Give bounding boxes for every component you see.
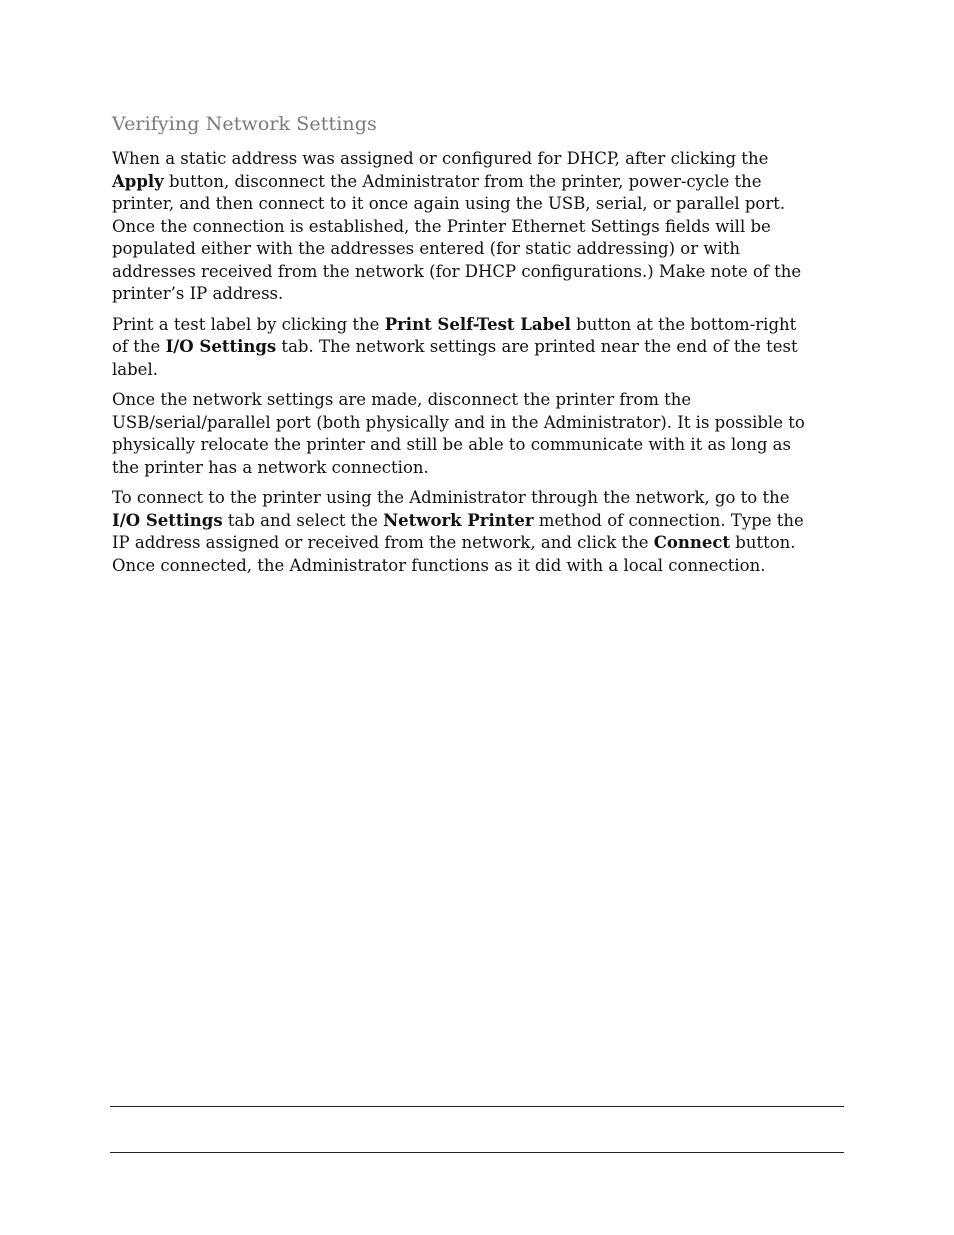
- text-line: printer’s IP address.: [112, 284, 284, 303]
- text-run: IP address assigned or received from the network, and click the: [112, 533, 654, 552]
- text-run: button at the bottom-right: [570, 314, 797, 334]
- footer-rule-bottom: [110, 1152, 844, 1153]
- text-line: physically relocate the printer and still be able to communicate with it as long as: [112, 435, 791, 454]
- text-line: label.: [112, 359, 158, 379]
- text-line: [112, 171, 842, 194]
- connect-button-reference: Connect: [653, 533, 731, 552]
- text-run: tab. The network settings are printed near the end of the test: [276, 337, 798, 356]
- text-line: USB/serial/parallel port (both physically and in the Administrator). It is possible to: [112, 412, 805, 432]
- io-settings-reference: I/O Settings: [112, 510, 223, 530]
- text-run: Print a test label by clicking the: [112, 314, 385, 334]
- text-line: [112, 314, 842, 337]
- network-printer-reference: Network Printer: [383, 510, 534, 530]
- text-run: method of connection. Type the: [533, 510, 804, 530]
- text-line: Once the connection is established, the Printer Ethernet Settings fields will be: [112, 216, 771, 236]
- text-run: of the: [112, 337, 166, 356]
- text-line: When a static address was assigned or configured for DHCP, after clicking the: [112, 149, 769, 168]
- text-run: button.: [730, 533, 796, 552]
- paragraph-network-connect: [112, 487, 842, 577]
- text-line: [112, 510, 842, 533]
- body-text: [112, 148, 842, 585]
- io-settings-reference: I/O Settings: [165, 337, 277, 356]
- text-run: tab and select the: [222, 510, 384, 530]
- text-line: populated either with the addresses entered (for static addressing) or with: [112, 239, 740, 258]
- text-line: addresses received from the network (for DHCP configurations.) Make note of the: [112, 261, 802, 281]
- section-heading: Verifying Network Settings: [112, 113, 377, 135]
- text-line: [112, 336, 842, 359]
- apply-button-reference: Apply: [112, 171, 164, 191]
- text-line: printer, and then connect to it once again using the USB, serial, or parallel port.: [112, 194, 786, 213]
- text-line: To connect to the printer using the Administrator through the network, go to the: [112, 488, 790, 507]
- text-line: [112, 532, 842, 555]
- paragraph-test-label: [112, 314, 842, 382]
- text-run: button, disconnect the Administrator from the printer, power-cycle the: [163, 171, 762, 191]
- text-line: Once connected, the Administrator functions as it did with a local connection.: [112, 555, 766, 575]
- paragraph-disconnect: [112, 389, 842, 479]
- text-line: Once the network settings are made, disconnect the printer from the: [112, 390, 692, 409]
- print-self-test-label-reference: Print Self-Test Label: [384, 314, 571, 334]
- footer-rule-top: [110, 1106, 844, 1107]
- text-line: the printer has a network connection.: [112, 457, 429, 477]
- paragraph-verify-settings: [112, 148, 842, 306]
